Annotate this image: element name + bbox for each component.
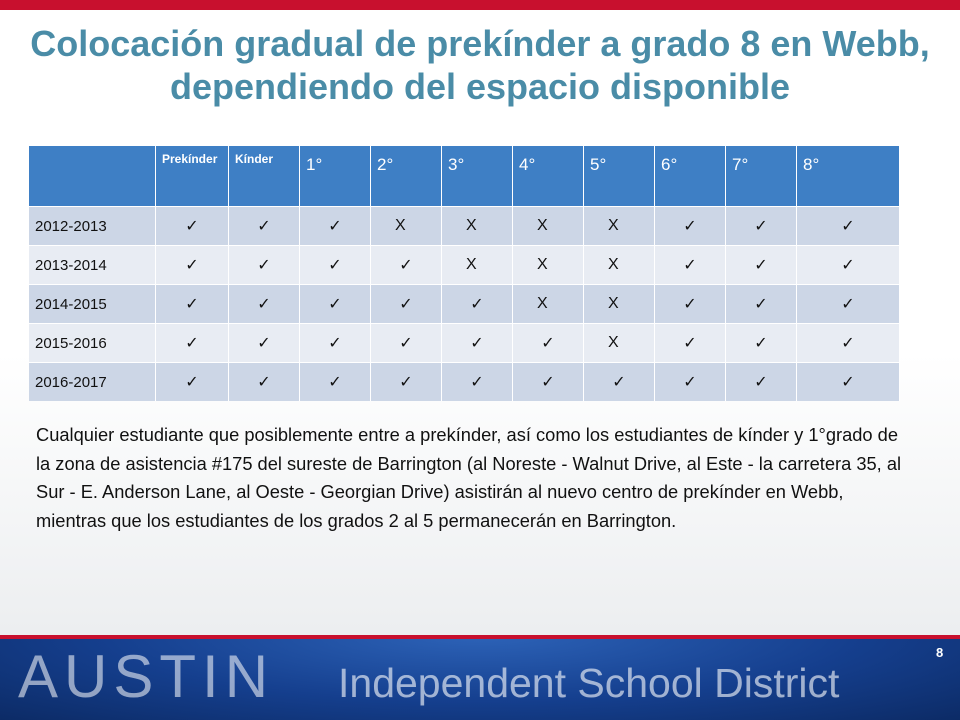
- not-available-mark: X: [513, 206, 584, 245]
- slide-title: Colocación gradual de prekínder a grado 8 en Webb, dependiendo del espacio disponible: [30, 23, 930, 107]
- checkmark-icon: ✓: [229, 245, 300, 284]
- top-accent-bar: [0, 0, 960, 10]
- checkmark-icon: ✓: [300, 323, 371, 362]
- brand-isd-wordmark: Independent School District: [338, 660, 840, 706]
- header-grade-3: 3°: [442, 146, 513, 206]
- table-row: [29, 362, 900, 401]
- school-year-cell: 2013-2014: [29, 245, 156, 284]
- school-year-cell: 2014-2015: [29, 284, 156, 323]
- checkmark-icon: ✓: [371, 323, 442, 362]
- checkmark-icon: ✓: [655, 284, 726, 323]
- checkmark-icon: ✓: [442, 323, 513, 362]
- checkmark-icon: ✓: [584, 362, 655, 401]
- not-available-mark: X: [513, 245, 584, 284]
- checkmark-icon: ✓: [726, 323, 797, 362]
- not-available-mark: X: [584, 323, 655, 362]
- checkmark-icon: ✓: [229, 206, 300, 245]
- table-header-row: [29, 146, 900, 206]
- table-row: [29, 245, 900, 284]
- checkmark-icon: ✓: [797, 284, 900, 323]
- checkmark-icon: ✓: [797, 245, 900, 284]
- brand-austin-logo: AUSTIN: [18, 643, 275, 710]
- table-row: [29, 284, 900, 323]
- checkmark-icon: ✓: [442, 362, 513, 401]
- footer-banner: [0, 635, 960, 720]
- checkmark-icon: ✓: [371, 245, 442, 284]
- checkmark-icon: ✓: [655, 362, 726, 401]
- checkmark-icon: ✓: [513, 362, 584, 401]
- school-year-cell: 2012-2013: [29, 206, 156, 245]
- header-grade-8: 8°: [797, 146, 900, 206]
- checkmark-icon: ✓: [655, 245, 726, 284]
- checkmark-icon: ✓: [300, 362, 371, 401]
- not-available-mark: X: [371, 206, 442, 245]
- not-available-mark: X: [584, 245, 655, 284]
- checkmark-icon: ✓: [513, 323, 584, 362]
- attendance-zone-note: Cualquier estudiante que posiblemente entre a prekínder, así como los estudiantes de kínder y 1°grado de la zona de asistencia #175 del sureste de Barrington (al Noreste - Walnut Drive, al Este - la carretera 35, al Sur - E. Anderson Lane, al Oeste - Georgian Drive) asistirán al nuevo centro de prekínder en Webb, mientras que los estudiantes de los grados 2 al 5 permanecerán en Barrington.: [36, 424, 902, 531]
- header-grade-4: 4°: [513, 146, 584, 206]
- not-available-mark: X: [584, 206, 655, 245]
- not-available-mark: X: [513, 284, 584, 323]
- checkmark-icon: ✓: [300, 206, 371, 245]
- checkmark-icon: ✓: [156, 206, 229, 245]
- header-grade-1: 1°: [300, 146, 371, 206]
- footer-accent-line: [0, 635, 960, 639]
- checkmark-icon: ✓: [300, 284, 371, 323]
- checkmark-icon: ✓: [156, 245, 229, 284]
- checkmark-icon: ✓: [156, 362, 229, 401]
- header-grade-5: 5°: [584, 146, 655, 206]
- header-grade-2: 2°: [371, 146, 442, 206]
- table-row: [29, 323, 900, 362]
- school-year-cell: 2016-2017: [29, 362, 156, 401]
- header-corner: [29, 146, 156, 206]
- checkmark-icon: ✓: [726, 206, 797, 245]
- page-number: 8: [936, 645, 944, 660]
- grade-placement-table: [29, 146, 900, 401]
- header-grade-7: 7°: [726, 146, 797, 206]
- checkmark-icon: ✓: [726, 362, 797, 401]
- checkmark-icon: ✓: [300, 245, 371, 284]
- checkmark-icon: ✓: [442, 284, 513, 323]
- table-row: [29, 206, 900, 245]
- checkmark-icon: ✓: [655, 206, 726, 245]
- header-prekinder: Prekínder: [156, 146, 229, 206]
- header-grade-6: 6°: [655, 146, 726, 206]
- checkmark-icon: ✓: [797, 323, 900, 362]
- checkmark-icon: ✓: [156, 323, 229, 362]
- checkmark-icon: ✓: [229, 362, 300, 401]
- checkmark-icon: ✓: [156, 284, 229, 323]
- checkmark-icon: ✓: [726, 284, 797, 323]
- checkmark-icon: ✓: [797, 206, 900, 245]
- checkmark-icon: ✓: [229, 323, 300, 362]
- checkmark-icon: ✓: [371, 284, 442, 323]
- checkmark-icon: ✓: [371, 362, 442, 401]
- school-year-cell: 2015-2016: [29, 323, 156, 362]
- not-available-mark: X: [584, 284, 655, 323]
- not-available-mark: X: [442, 245, 513, 284]
- not-available-mark: X: [442, 206, 513, 245]
- header-kinder: Kínder: [229, 146, 300, 206]
- checkmark-icon: ✓: [655, 323, 726, 362]
- checkmark-icon: ✓: [726, 245, 797, 284]
- checkmark-icon: ✓: [797, 362, 900, 401]
- checkmark-icon: ✓: [229, 284, 300, 323]
